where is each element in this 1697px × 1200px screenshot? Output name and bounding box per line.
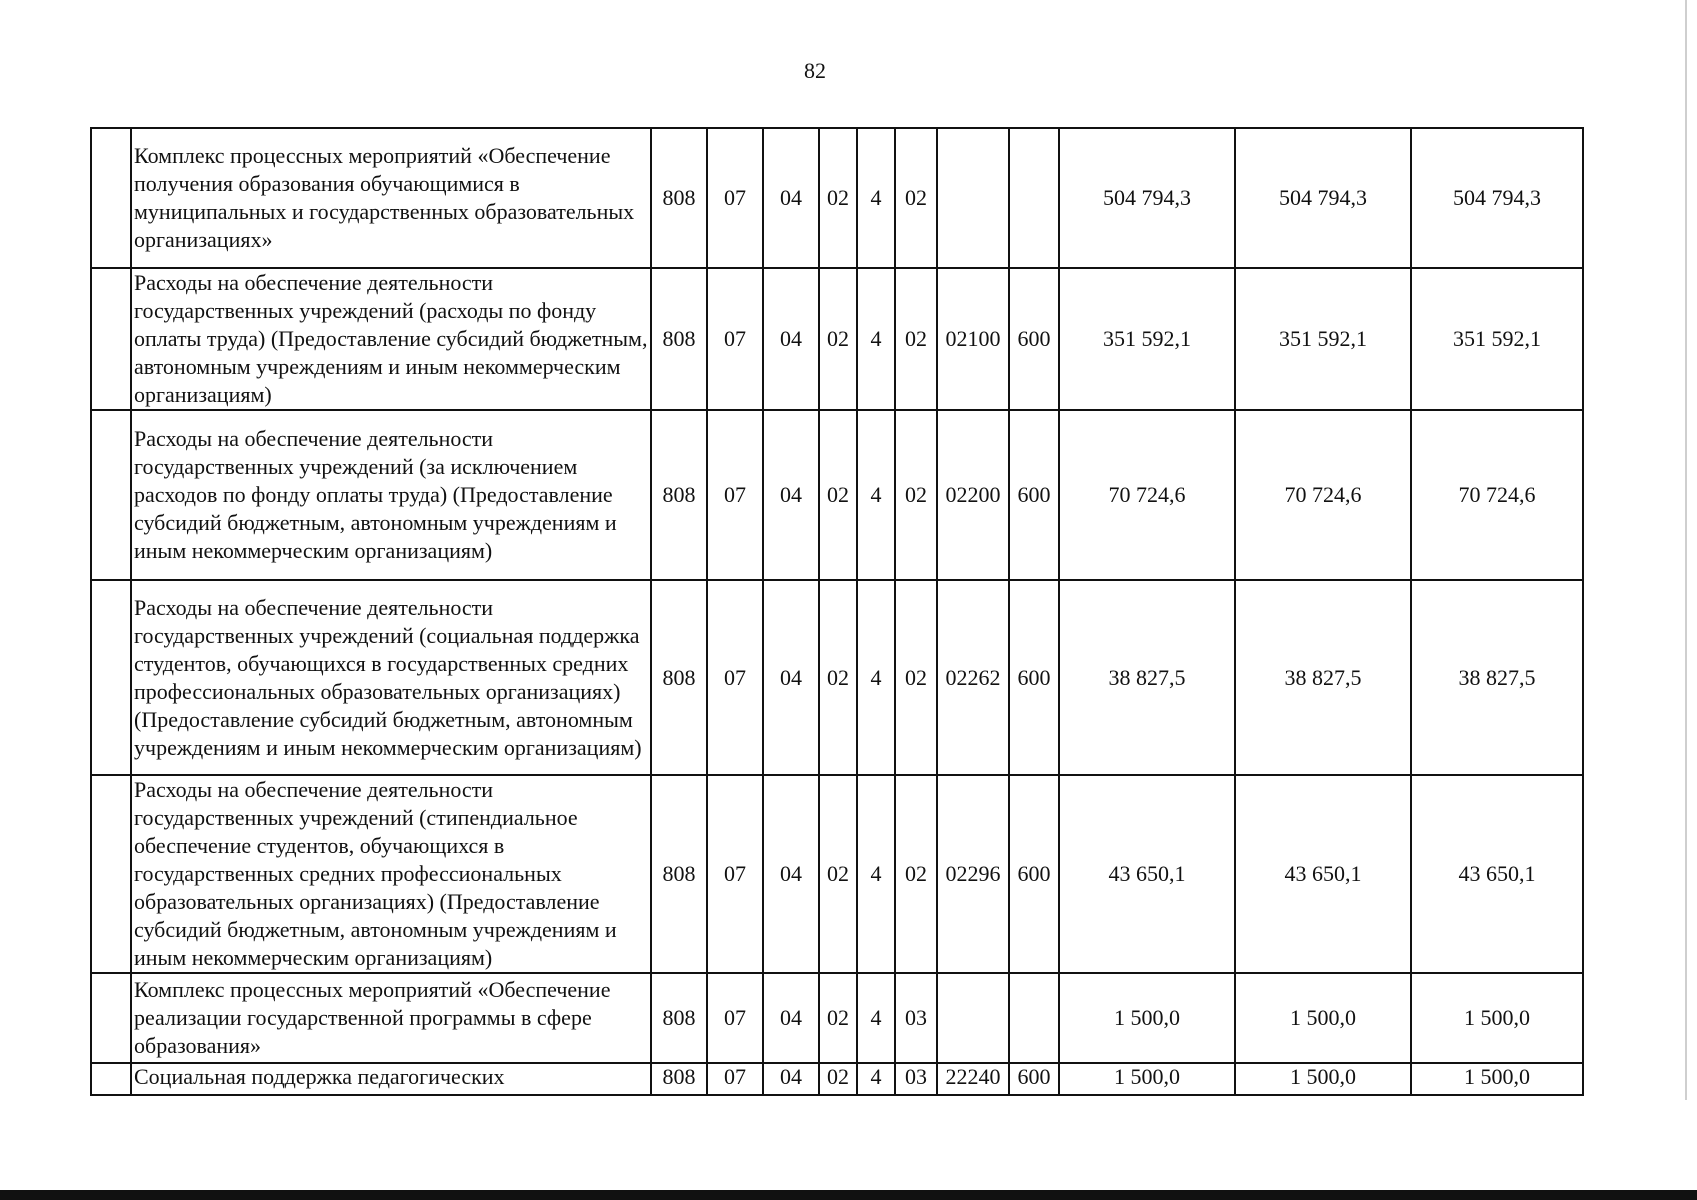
amount-year3-cell: 1 500,0 — [1411, 973, 1583, 1063]
direction-cell: 02262 — [937, 580, 1009, 775]
podrazdel-cell: 04 — [763, 580, 819, 775]
amount-year2-cell: 38 827,5 — [1235, 580, 1411, 775]
program-cell: 02 — [819, 128, 857, 268]
program-cell: 02 — [819, 268, 857, 410]
program-cell: 02 — [819, 973, 857, 1063]
page-edge-line — [1685, 0, 1687, 1100]
podrazdel-cell: 04 — [763, 775, 819, 973]
table-row — [91, 775, 1583, 973]
amount-year1-cell: 1 500,0 — [1059, 1063, 1235, 1095]
code-vedomstvo-cell: 808 — [651, 128, 707, 268]
amount-year2-cell: 504 794,3 — [1235, 128, 1411, 268]
program-cell: 02 — [819, 775, 857, 973]
subprogram-cell: 4 — [857, 268, 895, 410]
amount-year2-cell: 1 500,0 — [1235, 1063, 1411, 1095]
structure-cell: 02 — [895, 128, 937, 268]
table-row — [91, 128, 1583, 268]
vid-rashodov-cell: 600 — [1009, 580, 1059, 775]
amount-year1-cell: 38 827,5 — [1059, 580, 1235, 775]
row-number-cell — [91, 268, 131, 410]
vid-rashodov-cell: 600 — [1009, 410, 1059, 580]
description-cell: Комплекс процессных мероприятий «Обеспечение реализации государственной программы в сфере образования» — [131, 973, 651, 1063]
amount-year2-cell: 43 650,1 — [1235, 775, 1411, 973]
row-number-cell — [91, 128, 131, 268]
razdel-cell: 07 — [707, 973, 763, 1063]
vid-rashodov-cell: 600 — [1009, 775, 1059, 973]
table-row — [91, 580, 1583, 775]
subprogram-cell: 4 — [857, 973, 895, 1063]
table-row — [91, 410, 1583, 580]
direction-cell: 02296 — [937, 775, 1009, 973]
podrazdel-cell: 04 — [763, 973, 819, 1063]
program-cell: 02 — [819, 1063, 857, 1095]
structure-cell: 03 — [895, 1063, 937, 1095]
table-row — [91, 1063, 1583, 1095]
razdel-cell: 07 — [707, 775, 763, 973]
podrazdel-cell: 04 — [763, 128, 819, 268]
table-body — [91, 128, 1583, 1095]
description-cell: Расходы на обеспечение деятельности государственных учреждений (социальная поддержка студентов, обучающихся в государственных средних профессиональных образовательных организациях) (Предоставление субсидий бюджетным, автономным учреждениям и иным некоммерческим организациям) — [131, 580, 651, 775]
amount-year1-cell: 351 592,1 — [1059, 268, 1235, 410]
row-number-cell — [91, 410, 131, 580]
scan-bottom-edge — [0, 1190, 1697, 1200]
description-cell: Комплекс процессных мероприятий «Обеспечение получения образования обучающимися в муниципальных и государственных образовательных организациях» — [131, 128, 651, 268]
structure-cell: 03 — [895, 973, 937, 1063]
structure-cell: 02 — [895, 775, 937, 973]
vid-rashodov-cell: 600 — [1009, 268, 1059, 410]
direction-cell: 02200 — [937, 410, 1009, 580]
direction-cell: 22240 — [937, 1063, 1009, 1095]
code-vedomstvo-cell: 808 — [651, 1063, 707, 1095]
razdel-cell: 07 — [707, 1063, 763, 1095]
code-vedomstvo-cell: 808 — [651, 775, 707, 973]
direction-cell — [937, 128, 1009, 268]
amount-year1-cell: 1 500,0 — [1059, 973, 1235, 1063]
description-cell: Расходы на обеспечение деятельности государственных учреждений (стипендиальное обеспечение студентов, обучающихся в государственных средних профессиональных образовательных организациях) (Предоставление субсидий бюджетным, автономным учреждениям и иным некоммерческим организациям) — [131, 775, 651, 973]
row-number-cell — [91, 1063, 131, 1095]
vid-rashodov-cell: 600 — [1009, 1063, 1059, 1095]
description-cell: Расходы на обеспечение деятельности государственных учреждений (расходы по фонду оплаты труда) (Предоставление субсидий бюджетным, автономным учреждениям и иным некоммерческим организациям) — [131, 268, 651, 410]
structure-cell: 02 — [895, 410, 937, 580]
amount-year2-cell: 70 724,6 — [1235, 410, 1411, 580]
razdel-cell: 07 — [707, 268, 763, 410]
podrazdel-cell: 04 — [763, 1063, 819, 1095]
subprogram-cell: 4 — [857, 128, 895, 268]
amount-year1-cell: 43 650,1 — [1059, 775, 1235, 973]
code-vedomstvo-cell: 808 — [651, 580, 707, 775]
podrazdel-cell: 04 — [763, 410, 819, 580]
amount-year2-cell: 351 592,1 — [1235, 268, 1411, 410]
table-row — [91, 268, 1583, 410]
subprogram-cell: 4 — [857, 410, 895, 580]
amount-year3-cell: 1 500,0 — [1411, 1063, 1583, 1095]
description-cell: Расходы на обеспечение деятельности государственных учреждений (за исключением расходов по фонду оплаты труда) (Предоставление субсидий бюджетным, автономным учреждениям и иным некоммерческим организациям) — [131, 410, 651, 580]
structure-cell: 02 — [895, 268, 937, 410]
description-cell: Социальная поддержка педагогических — [131, 1063, 651, 1095]
razdel-cell: 07 — [707, 580, 763, 775]
amount-year1-cell: 504 794,3 — [1059, 128, 1235, 268]
amount-year3-cell: 43 650,1 — [1411, 775, 1583, 973]
amount-year3-cell: 38 827,5 — [1411, 580, 1583, 775]
direction-cell — [937, 973, 1009, 1063]
amount-year3-cell: 351 592,1 — [1411, 268, 1583, 410]
amount-year2-cell: 1 500,0 — [1235, 973, 1411, 1063]
amount-year1-cell: 70 724,6 — [1059, 410, 1235, 580]
razdel-cell: 07 — [707, 410, 763, 580]
row-number-cell — [91, 973, 131, 1063]
program-cell: 02 — [819, 580, 857, 775]
page-number: 82 — [804, 58, 826, 83]
code-vedomstvo-cell: 808 — [651, 973, 707, 1063]
row-number-cell — [91, 580, 131, 775]
subprogram-cell: 4 — [857, 775, 895, 973]
vid-rashodov-cell — [1009, 973, 1059, 1063]
amount-year3-cell: 504 794,3 — [1411, 128, 1583, 268]
subprogram-cell: 4 — [857, 1063, 895, 1095]
podrazdel-cell: 04 — [763, 268, 819, 410]
subprogram-cell: 4 — [857, 580, 895, 775]
structure-cell: 02 — [895, 580, 937, 775]
program-cell: 02 — [819, 410, 857, 580]
razdel-cell: 07 — [707, 128, 763, 268]
vid-rashodov-cell — [1009, 128, 1059, 268]
code-vedomstvo-cell: 808 — [651, 410, 707, 580]
direction-cell: 02100 — [937, 268, 1009, 410]
code-vedomstvo-cell: 808 — [651, 268, 707, 410]
table-row — [91, 973, 1583, 1063]
amount-year3-cell: 70 724,6 — [1411, 410, 1583, 580]
budget-table — [90, 127, 1584, 1096]
row-number-cell — [91, 775, 131, 973]
